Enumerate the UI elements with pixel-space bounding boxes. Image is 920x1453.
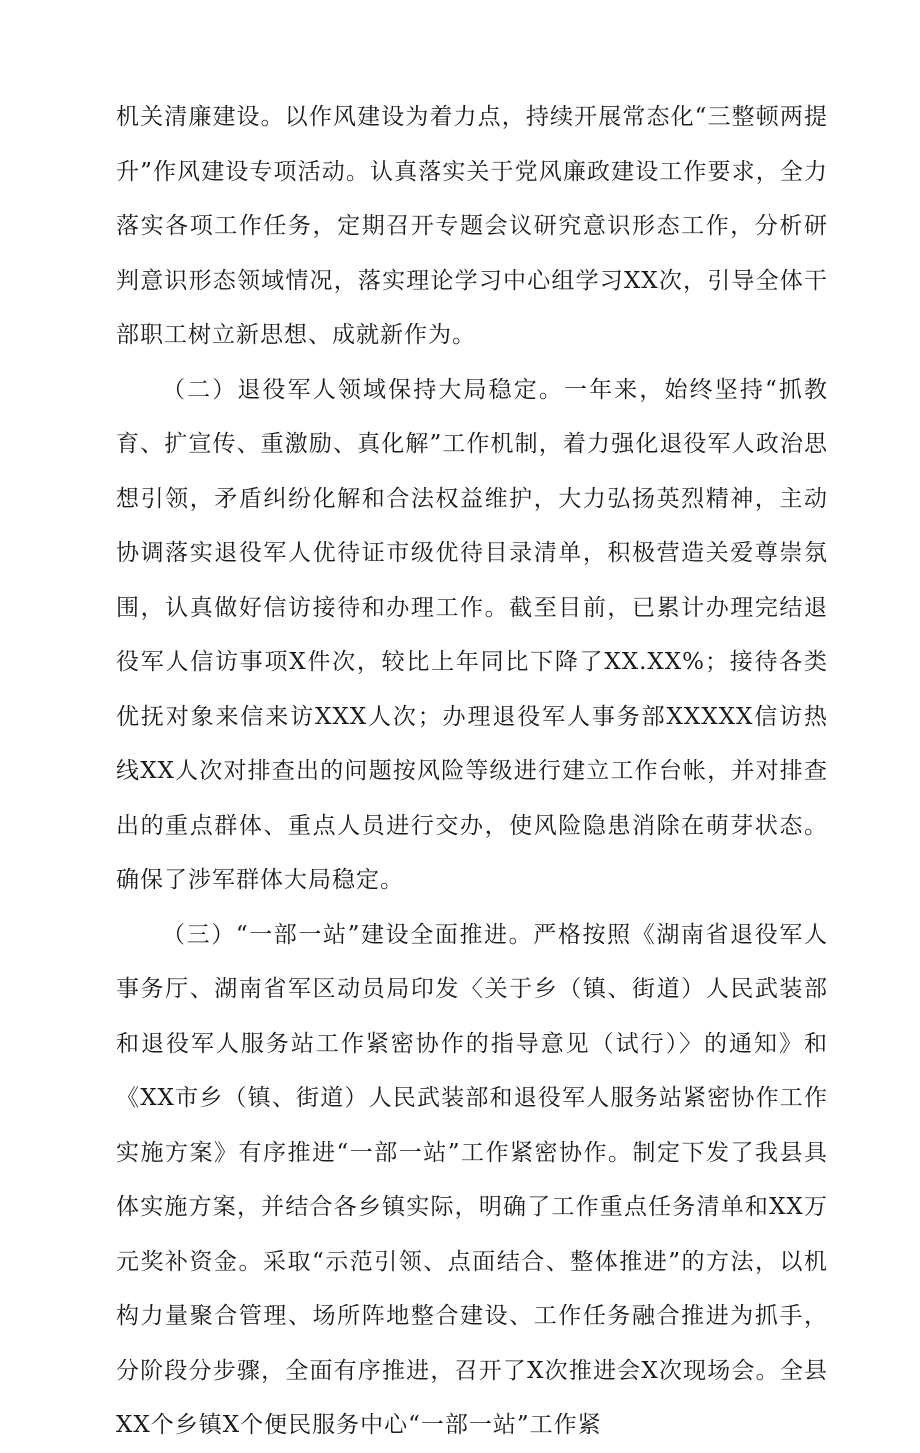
document-body xyxy=(116,90,828,1453)
paragraph-section-2: （二）退役军人领域保持大局稳定。一年来，始终坚持“抓教育、扩宣传、重激励、真化解”工作机制，着力强化退役军人政治思想引领，矛盾纠纷化解和合法权益维护，大力弘扬英烈精神，主动协调落实退役军人优待证市级优待目录清单，积极营造关爱尊崇氛围，认真做好信访接待和办理工作。截至目前，已累计办理完结退役军人信访事项X件次，较比上年同比下降了XX.XX%；接待各类优抚对象来信来访XXX人次；办理退役军人事务部XXXXX信访热线XX人次对排查出的问题按风险等级进行建立工作台帐，并对排查出的重点群体、重点人员进行交办，使风险隐患消除在萌芽状态。确保了涉军群体大局稳定。 xyxy=(116,376,828,893)
paragraph-section-3: （三）“一部一站”建设全面推进。严格按照《湖南省退役军人事务厅、湖南省军区动员局印发〈关于乡（镇、街道）人民武装部和退役军人服务站工作紧密协作的指导意见（试行）〉的通知》和《XX市乡（镇、街道）人民武装部和退役军人服务站紧密协作工作实施方案》有序推进“一部一站”工作紧密协作。制定下发了我县具体实施方案，并结合各乡镇实际，明确了工作重点任务清单和XX万元奖补资金。采取“示范引领、点面结合、整体推进”的方法，以机构力量聚合管理、场所阵地整合建设、工作任务融合推进为抓手，分阶段分步骤，全面有序推进，召开了X次推进会X次现场会。全县XX个乡镇X个便民服务中心“一部一站”工作紧 xyxy=(116,921,828,1438)
paragraph-continued: 机关清廉建设。以作风建设为着力点，持续开展常态化“三整顿两提升”作风建设专项活动。认真落实关于党风廉政建设工作要求，全力落实各项工作任务，定期召开专题会议研究意识形态工作，分析研判意识形态领域情况，落实理论学习中心组学习XX次，引导全体干部职工树立新思想、成就新作为。 xyxy=(116,104,828,348)
